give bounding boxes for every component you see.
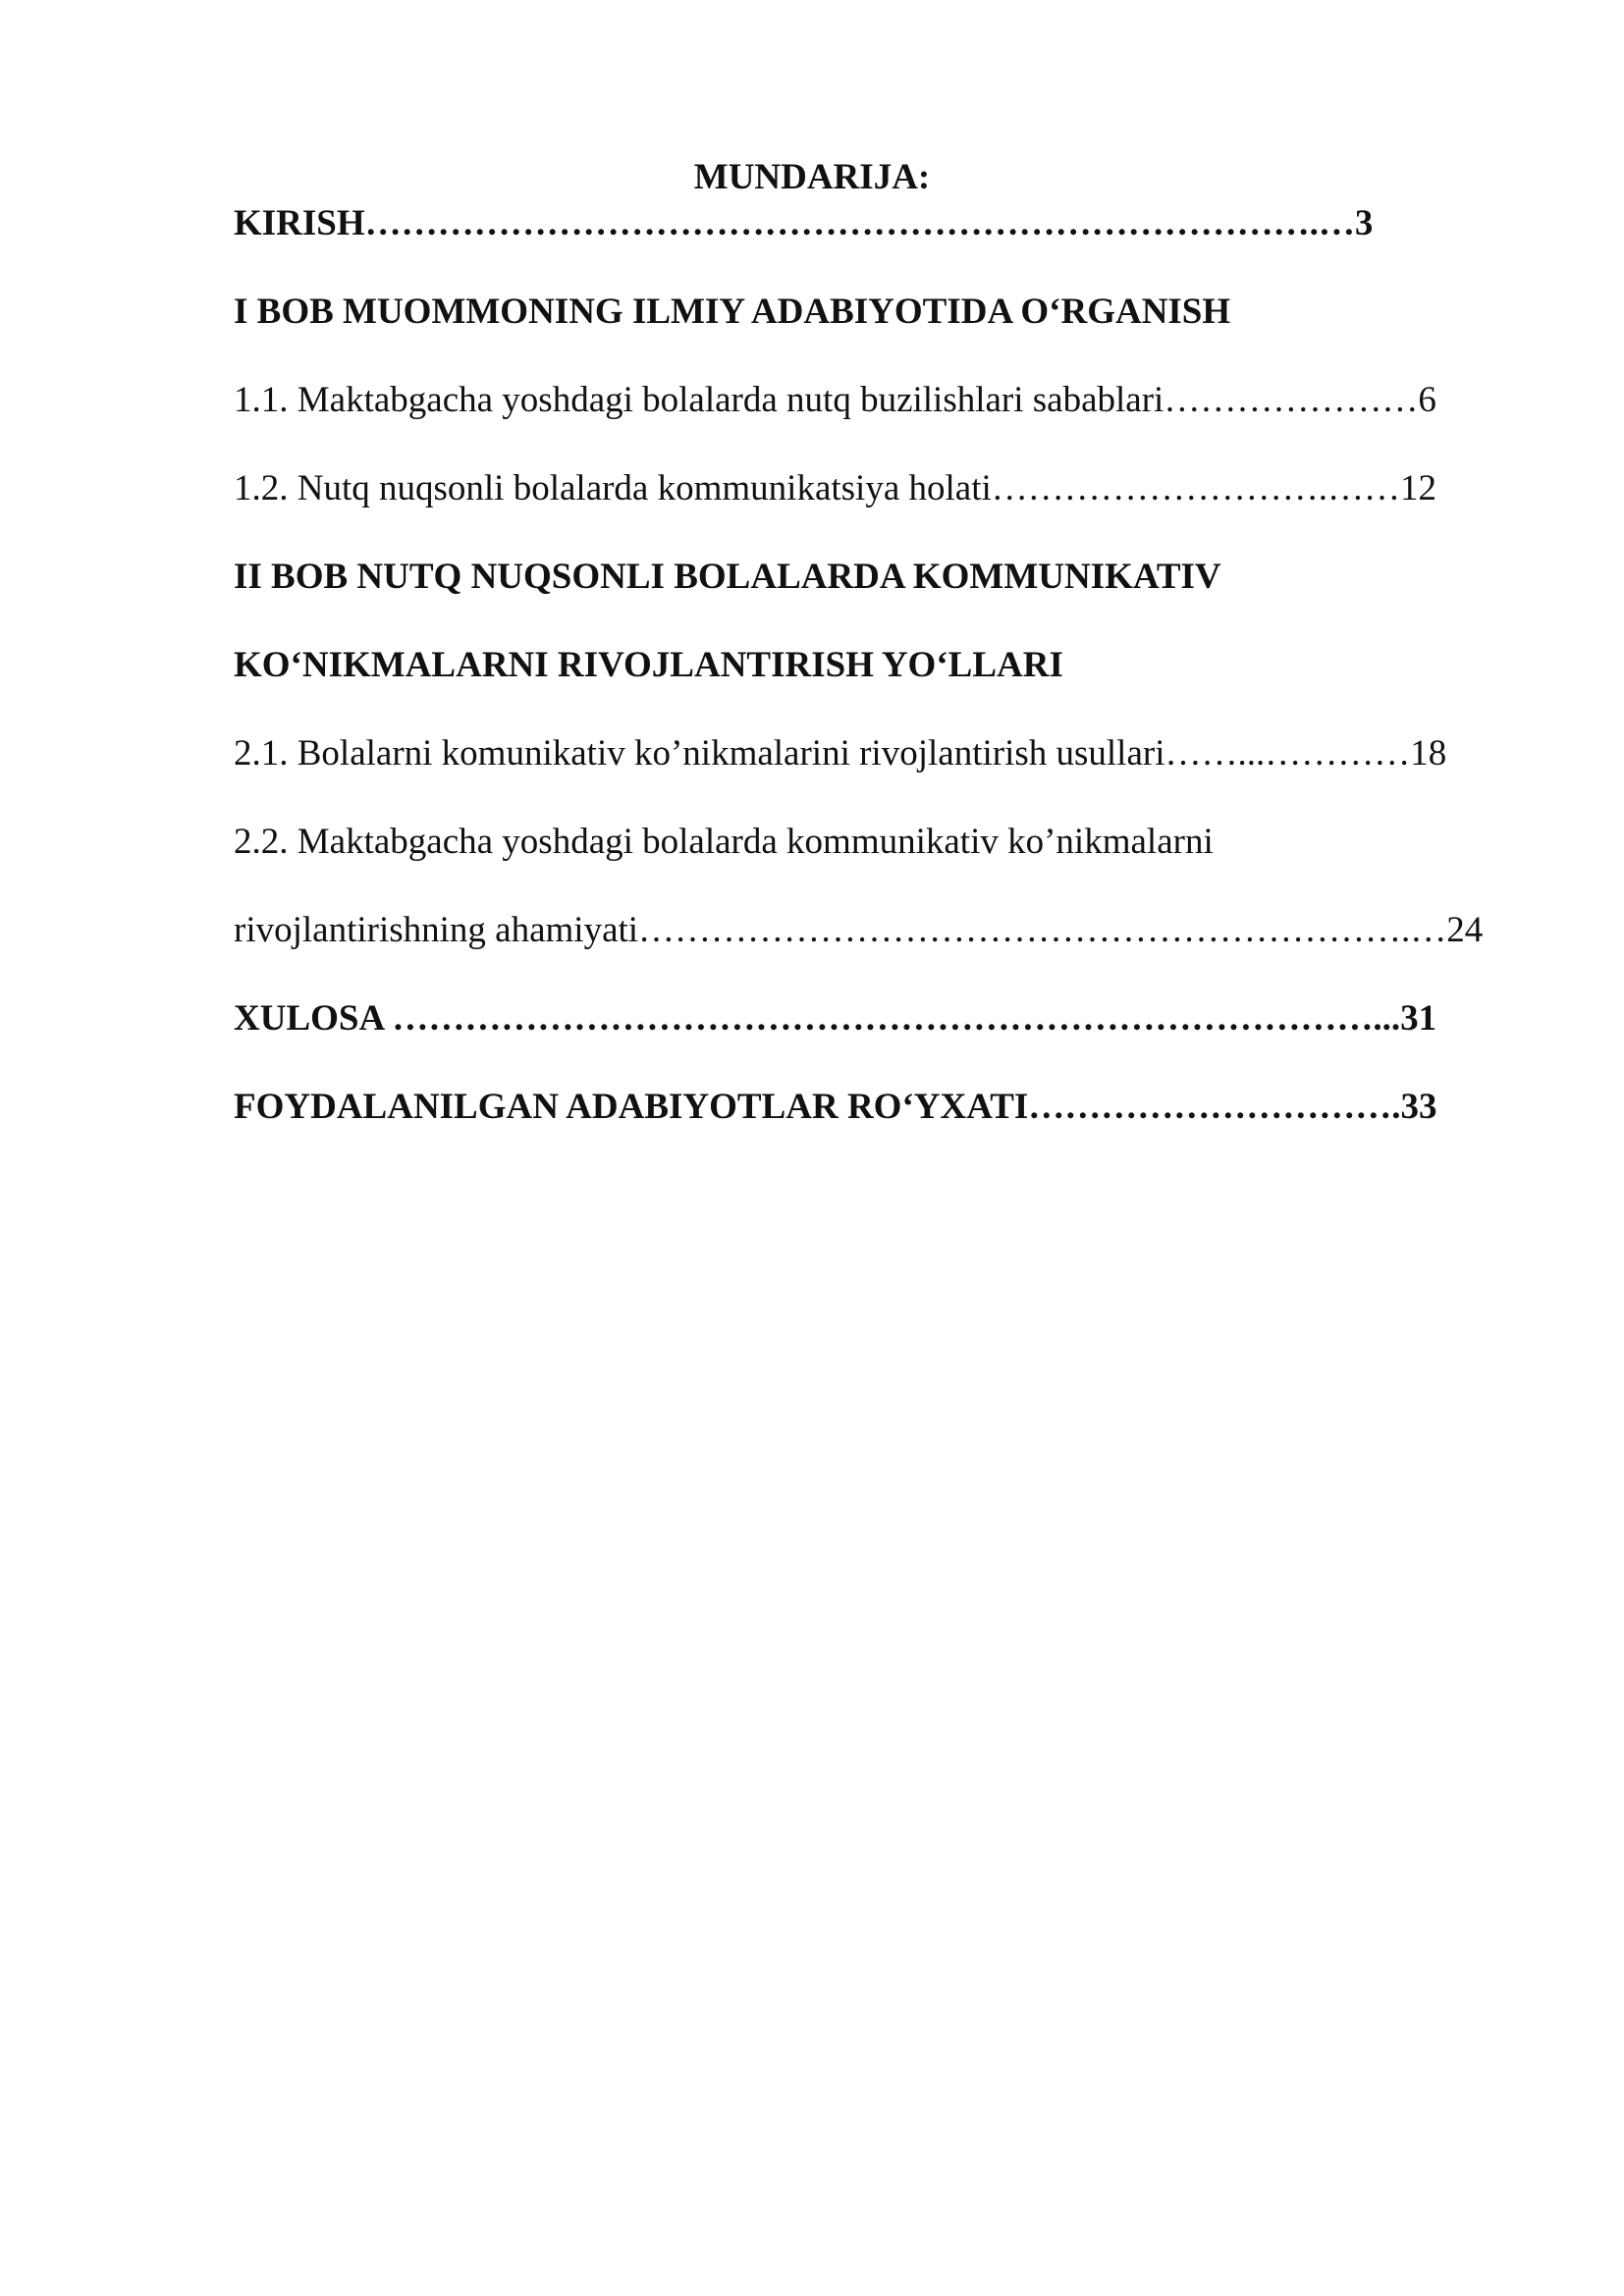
toc-section-2-2-line-1: 2.2. Maktabgacha yoshdagi bolalarda kommunikativ ko’nikmalarni — [234, 822, 1214, 862]
toc-section-2-2-line-2: rivojlantirishning ahamiyati……………………………………………………….…24 — [234, 910, 1484, 950]
toc-section-1-2: 1.2. Nutq nuqsonli bolalarda kommunikatsiya holati……………………….……12 — [234, 468, 1437, 508]
toc-chapter-1-heading: I BOB MUOMMONING ILMIY ADABIYOTIDA O‘RGANISH — [234, 292, 1231, 332]
toc-entry-kirish: KIRISH…………………………………………………………………….…3 — [234, 203, 1374, 243]
toc-entry-xulosa: XULOSA ………………………………………………………………………...31 — [234, 998, 1437, 1039]
toc-chapter-2-heading-line-2: KO‘NIKMALARNI RIVOJLANTIRISH YO‘LLARI — [234, 645, 1063, 685]
page-title: MUNDARIJA: — [693, 157, 931, 197]
toc-section-1-1: 1.1. Maktabgacha yoshdagi bolalarda nutq buzilishlari sabablari…………………6 — [234, 380, 1436, 420]
toc-section-2-1: 2.1. Bolalarni komunikativ ko’nikmalarini rivojlantirish usullari……...…………18 — [234, 733, 1447, 774]
toc-chapter-2-heading-line-1: II BOB NUTQ NUQSONLI BOLALARDA KOMMUNIKATIV — [234, 557, 1221, 597]
toc-entry-bibliography: FOYDALANILGAN ADABIYOTLAR RO‘YXATI………………………….33 — [234, 1087, 1437, 1127]
